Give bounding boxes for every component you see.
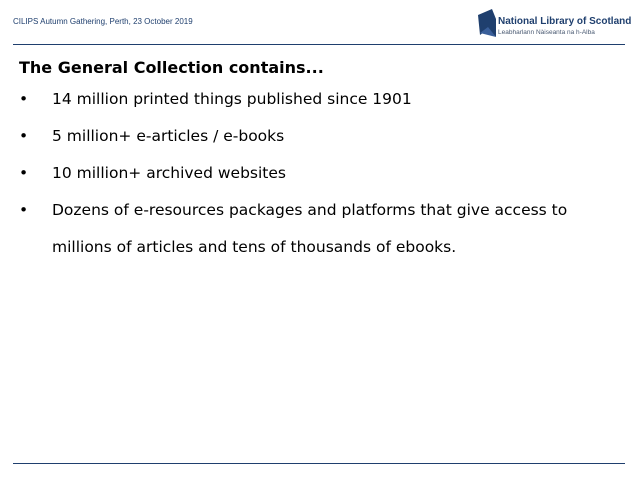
event-caption: CILIPS Autumn Gathering, Perth, 23 October 2019 <box>13 17 193 26</box>
library-logo <box>478 9 632 43</box>
nls-logo-icon <box>478 9 496 39</box>
list-item <box>19 118 625 155</box>
footer-divider <box>13 463 625 464</box>
header-divider <box>13 44 625 45</box>
logo-subtitle: Leabharlann Nàiseanta na h-Alba <box>498 29 595 36</box>
bullet-list <box>19 81 625 266</box>
bullet-dot-icon: • <box>19 127 29 145</box>
list-item <box>19 155 625 192</box>
slide-title: The General Collection contains... <box>19 58 324 77</box>
bullet-dot-icon: • <box>19 90 29 108</box>
bullet-dot-icon: • <box>19 201 29 219</box>
list-item <box>19 81 625 118</box>
bullet-dot-icon: • <box>19 164 29 182</box>
list-item <box>19 192 625 266</box>
list-item-text: Dozens of e-resources packages and platforms that give access to millions of articles and tens of thousands of ebooks. <box>52 201 568 256</box>
logo-name: National Library of Scotland <box>498 16 632 27</box>
list-item-text: 5 million+ e-articles / e-books <box>52 127 285 145</box>
list-item-text: 10 million+ archived websites <box>52 164 286 182</box>
slide-content <box>19 55 625 266</box>
list-item-text: 14 million printed things published since 1901 <box>52 90 412 108</box>
